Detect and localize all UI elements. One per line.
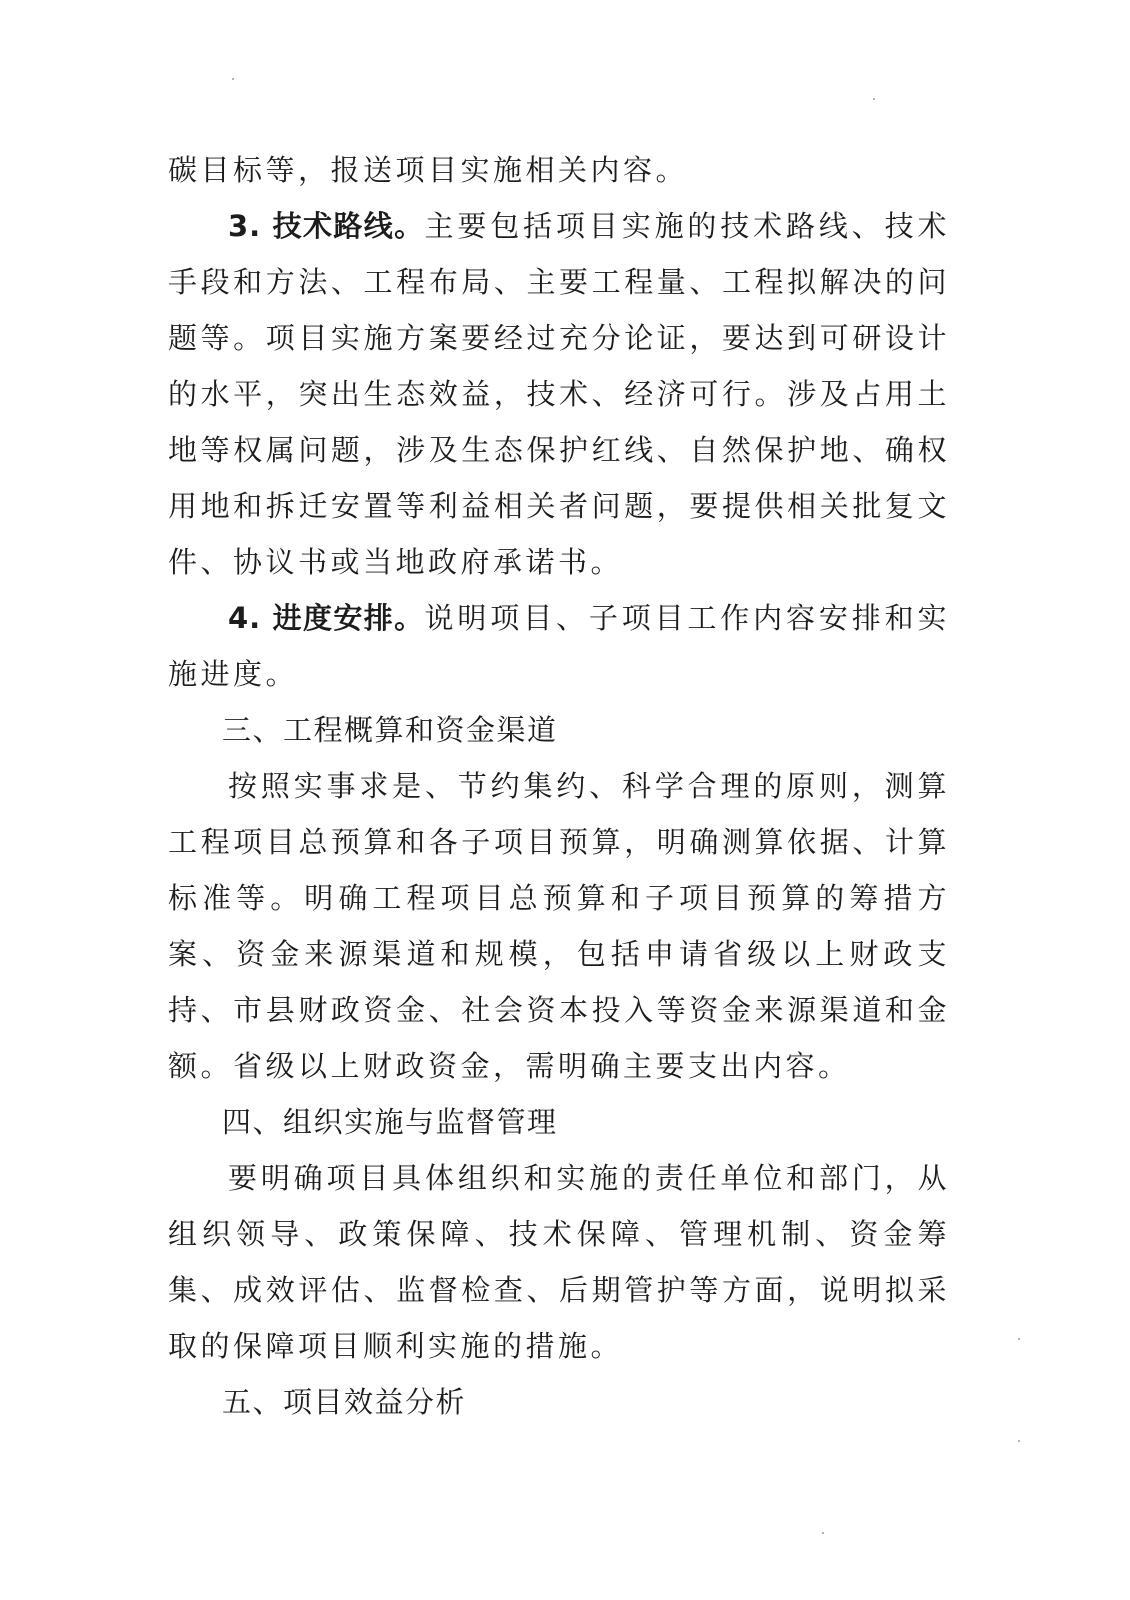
paragraph-schedule	[168, 590, 950, 702]
heading-section-3: 三、工程概算和资金渠道	[222, 713, 558, 747]
scan-speck	[822, 1532, 824, 1534]
paragraph-budget: 按照实事求是、节约集约、科学合理的原则，测算工程项目总预算和各子项目预算，明确测算依据、计算标准等。明确工程项目总预算和子项目预算的筹措方案、资金来源渠道和规模，包括申请省级以上财政支持、市县财政资金、社会资本投入等资金来源渠道和金额。省级以上财政资金，需明确主要支出内容。	[168, 769, 950, 1083]
heading-section-5: 五、项目效益分析	[222, 1385, 467, 1419]
scan-speck	[1018, 1440, 1020, 1442]
paragraph-technical-route	[168, 198, 950, 590]
paragraph-intro: 碳目标等，报送项目实施相关内容。	[168, 153, 689, 187]
item-3-lead: 3. 技术路线。	[228, 209, 425, 243]
scan-speck	[232, 78, 234, 80]
paragraph-organization: 要明确项目具体组织和实施的责任单位和部门，从组织领导、政策保障、技术保障、管理机制、资金筹集、成效评估、监督检查、后期管护等方面，说明拟采取的保障项目顺利实施的措施。	[168, 1161, 950, 1363]
item-4-lead: 4. 进度安排。	[228, 601, 425, 635]
scan-speck	[873, 98, 875, 100]
item-4-body: 说明项目、子项目工作内容安排和实施进度。	[168, 601, 950, 691]
heading-section-4: 四、组织实施与监督管理	[222, 1105, 558, 1139]
scan-speck	[1018, 1338, 1020, 1340]
item-3-body: 主要包括项目实施的技术路线、技术手段和方法、工程布局、主要工程量、工程拟解决的问题等。项目实施方案要经过充分论证，要达到可研设计的水平，突出生态效益，技术、经济可行。涉及占用土地等权属问题，涉及生态保护红线、自然保护地、确权用地和拆迁安置等利益相关者问题，要提供相关批复文件、协议书或当地政府承诺书。	[168, 209, 950, 579]
